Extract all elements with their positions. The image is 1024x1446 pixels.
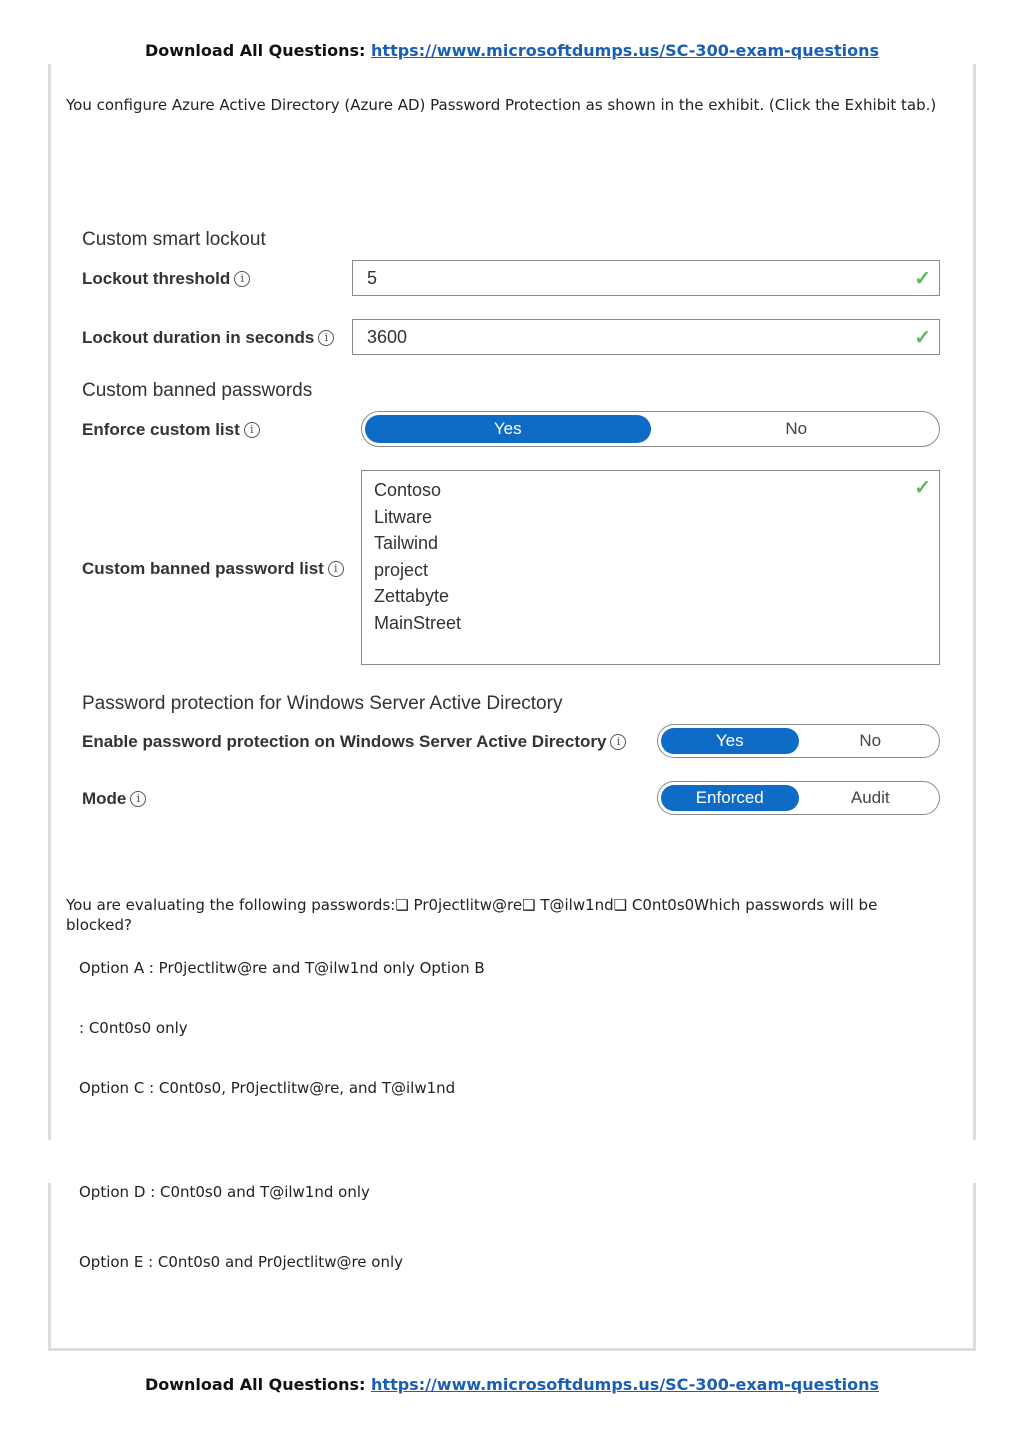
info-icon[interactable]: i	[130, 791, 146, 807]
mode-label	[82, 789, 146, 809]
enable-protection-text: Enable password protection on Windows Server Active Directory	[82, 732, 607, 751]
list-item: Contoso	[374, 480, 442, 500]
download-banner-bottom	[0, 1375, 1024, 1394]
question-intro: You configure Azure Active Directory (Azure AD) Password Protection as shown in the exhibit. (Click the Exhibit tab.)	[66, 96, 937, 114]
list-item: MainStreet	[374, 612, 462, 633]
lockout-duration-text: Lockout duration in seconds	[82, 328, 315, 347]
download-banner-top	[0, 41, 1024, 60]
smart-lockout-heading: Custom smart lockout	[82, 229, 266, 250]
mode-text: Mode	[82, 789, 127, 808]
download-link[interactable]: https://www.microsoftdumps.us/SC-300-exam-questions	[371, 41, 880, 60]
banned-passwords-heading: Custom banned passwords	[82, 380, 313, 401]
lockout-threshold-text: Lockout threshold	[82, 269, 231, 288]
option-a[interactable]: Option A : Pr0jectlitw@re and T@ilw1nd only Option B	[79, 959, 485, 977]
banned-list-text: Custom banned password list	[82, 559, 324, 578]
list-item: project	[374, 559, 429, 580]
lockout-threshold-input[interactable]	[352, 260, 940, 296]
option-b[interactable]: : C0nt0s0 only	[79, 1019, 188, 1037]
banner-prefix: Download All Questions:	[144, 1375, 366, 1394]
lockout-duration-label	[82, 328, 334, 348]
mode-audit-option[interactable]: Audit	[850, 788, 890, 807]
enforce-custom-list-text: Enforce custom list	[82, 420, 240, 439]
check-icon: ✓	[914, 477, 931, 499]
banner-prefix: Download All Questions:	[144, 41, 366, 60]
banned-list-label	[82, 559, 344, 579]
info-icon[interactable]: i	[610, 734, 626, 750]
download-link[interactable]: https://www.microsoftdumps.us/SC-300-exam-questions	[371, 1375, 880, 1394]
enforce-custom-list-toggle[interactable]	[361, 411, 940, 447]
enforce-yes-option[interactable]: Yes	[365, 415, 651, 443]
mode-toggle[interactable]	[657, 781, 940, 815]
enforce-custom-list-label	[82, 420, 260, 440]
list-item: Zettabyte	[374, 586, 450, 607]
option-d[interactable]: Option D : C0nt0s0 and T@ilw1nd only	[79, 1183, 370, 1201]
exhibit-panel	[66, 212, 956, 852]
banned-password-list[interactable]	[361, 470, 940, 665]
lockout-duration-input[interactable]	[352, 319, 940, 355]
check-icon: ✓	[914, 267, 931, 290]
windows-protection-heading: Password protection for Windows Server Active Directory	[82, 693, 563, 714]
info-icon[interactable]: i	[234, 271, 250, 287]
question-evaluation: You are evaluating the following passwords:❑ Pr0jectlitw@re❑ T@ilw1nd❑ C0nt0s0Which passwords will be blocked?	[66, 896, 878, 934]
info-icon[interactable]: i	[328, 561, 344, 577]
enforce-no-option[interactable]: No	[785, 419, 808, 438]
option-e[interactable]: Option E : C0nt0s0 and Pr0jectlitw@re only	[79, 1253, 404, 1271]
enable-protection-toggle[interactable]	[657, 724, 940, 758]
lockout-threshold-label	[82, 269, 250, 289]
list-item: Tailwind	[374, 533, 439, 554]
info-icon[interactable]: i	[244, 422, 260, 438]
check-icon: ✓	[914, 326, 931, 349]
enable-no-option[interactable]: No	[859, 731, 882, 750]
mode-enforced-option[interactable]: Enforced	[661, 785, 799, 811]
info-icon[interactable]: i	[318, 330, 334, 346]
option-c[interactable]: Option C : C0nt0s0, Pr0jectlitw@re, and T@ilw1nd	[79, 1079, 456, 1097]
lockout-threshold-value: 5	[367, 267, 378, 288]
list-item: Litware	[374, 506, 433, 527]
lockout-duration-value: 3600	[367, 326, 408, 347]
enable-yes-option[interactable]: Yes	[661, 728, 799, 754]
enable-protection-label	[82, 732, 626, 752]
